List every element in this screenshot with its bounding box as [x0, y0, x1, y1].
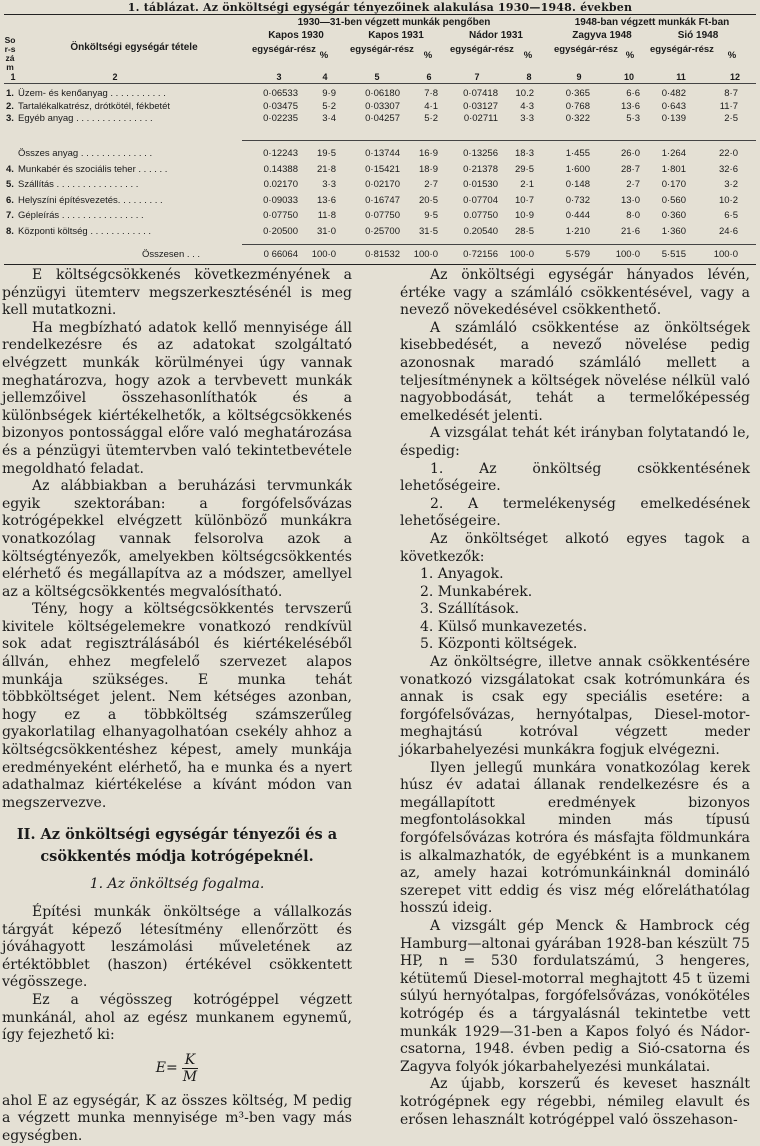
cell-value: 0·07418: [463, 88, 498, 99]
list-item: 4. Külső munkavezetés.: [420, 618, 588, 635]
paragraph: Ilyen jellegű munkára vonatkozólag kerek húsz év adatai állanak rendelkezésre és a megállapított eredmények bizonyos megfontolásokkal minden más típusú forgófelsővázas kotróra és másfajta földmunkára is alkalmazhatók, de egyébként is a munkanem az, amely hazai kotrómunkáinknál domináló szerepet vitt eddig és visz még előreláthatólag hosszú ideig.: [400, 759, 750, 917]
cost-item-list: [400, 566, 750, 654]
right-column: [400, 267, 750, 1129]
cell-value: 1·264: [661, 148, 686, 159]
pct-header: %: [727, 50, 737, 61]
row-label: Tartalékalkatrész, drótkötél, fékbetét: [18, 100, 171, 112]
part-header: egységár-rész: [650, 44, 714, 55]
cell-value: 2·1: [520, 179, 534, 190]
paragraph: Az önköltségre, illetve annak csökkentésére vonatkozó vizsgálatokat csak kotrómunkára és annak is csak egy speciális esetére: a forgófelsővázas, hernyótalpas, Diesel-motor-meghajtású kotróval végzett meder jókarbahelyezési munkákra fogjuk elvégezni.: [400, 654, 750, 759]
cell-value: 5·3: [626, 113, 640, 124]
column-number: 1: [10, 72, 16, 82]
list-paragraph: 1. Az önköltség csökkentésének lehetőségeire.: [400, 460, 750, 495]
cell-value: 0·72156: [463, 249, 498, 260]
cell-value: 0·06180: [365, 88, 400, 99]
site-header: Zagyva 1948: [572, 30, 632, 41]
column-number: 10: [623, 72, 634, 82]
cell-value: 0·02170: [365, 179, 400, 190]
pct-header: %: [423, 50, 433, 61]
cell-value: 0·02235: [263, 113, 298, 124]
item-header: Önköltségi egységár tétele: [70, 42, 198, 53]
cell-value: 0.14388: [263, 163, 298, 175]
cell-value: 0.07750: [463, 210, 498, 221]
cell-value: 13·6: [316, 194, 336, 206]
cell-value: 100·0: [413, 249, 438, 260]
cell-value: 1·210: [565, 225, 590, 237]
cell-value: 0·444: [565, 210, 590, 221]
cell-value: 10·7: [514, 194, 534, 206]
paragraph: Az önköltségi egységár hányados lévén, értéke vagy a számláló csökkentésével, vagy a nevező növekedésével csökkenthető.: [400, 267, 750, 319]
paragraph: E költségcsökkenés következményének a pénzügyi ütemterv megszerkesztésénél is meg kell mutatkozni.: [2, 267, 352, 319]
column-number: 4: [322, 72, 328, 82]
paragraph: Tény, hogy a költségcsökkentés tervszerű kivitele költségelemekre vonatkozó rendkívül sok adat regisztrálásából és kiértékeléséből állván, ehhez megfelelő szervezet alapos munkája szükséges. E munka tehát többköltséget jelent. Nem kétséges azonban, hogy ez a többköltség számszerűleg gyakorlatilag elhanyagolhatóan csekély ahhoz a költségcsökkentéshez képest, amely munkája eredményeként elérhető, ha e munka és a nyert adathalmaz kiértékelése a kívánt módon van megszervezve.: [2, 601, 352, 811]
formula-denominator: M: [182, 1069, 198, 1086]
group-header-1930: 1930—31-ben végzett munkák pengőben: [297, 17, 491, 28]
cell-value: 0·13256: [463, 148, 498, 159]
list-item: 5. Központi költségek.: [420, 636, 578, 653]
table-row: [4, 195, 756, 207]
cell-value: 0·16747: [365, 194, 400, 206]
cell-value: 1·600: [565, 163, 590, 175]
cell-value: 31·0: [316, 225, 336, 237]
cell-value: 8·7: [724, 88, 738, 99]
column-number: 12: [729, 72, 740, 82]
cell-value: 28·5: [514, 225, 534, 237]
cell-value: 0·03307: [365, 100, 400, 112]
pct-header: %: [625, 50, 635, 61]
table-row: [4, 210, 756, 222]
cell-value: 0·21378: [463, 163, 498, 175]
cell-value: 2·5: [724, 113, 738, 124]
cell-value: 31·5: [418, 225, 438, 237]
cell-value: 4·3: [520, 100, 534, 112]
part-header: egységár-rész: [350, 44, 414, 55]
cell-value: 16·9: [418, 148, 438, 159]
site-header: Sió 1948: [677, 30, 719, 41]
cell-value: 6·5: [724, 210, 738, 221]
cell-value: 0·12243: [263, 148, 298, 159]
cell-value: 100·0: [509, 249, 534, 260]
cell-value: 18·3: [514, 148, 534, 159]
row-label: Szállítás . . . . . . . . . . . . . . . .: [18, 179, 139, 190]
cell-value: 3·2: [724, 179, 738, 190]
cell-value: 10.2: [515, 88, 534, 99]
cell-value: 5·2: [424, 113, 438, 124]
column-number: 5: [374, 72, 380, 82]
sorszam-header: Sor-szám: [4, 35, 16, 72]
cell-value: 0·04257: [365, 113, 400, 124]
cell-value: 0·81532: [365, 249, 400, 260]
cell-value: 0·365: [565, 88, 590, 99]
row-number: 4.: [6, 163, 14, 175]
column-number: 7: [474, 72, 480, 82]
part-header: egységár-rész: [252, 44, 316, 55]
paragraph: Az önköltséget alkotó egyes tagok a következők:: [400, 530, 750, 565]
cell-value: 24·6: [718, 225, 738, 237]
group-header-1948: 1948-ban végzett munkák Ft-ban: [574, 17, 730, 28]
formula-numerator: K: [182, 1052, 198, 1069]
cell-value: 8·0: [626, 210, 640, 221]
cell-value: 0·13744: [365, 148, 400, 159]
cell-value: 0·25700: [365, 225, 400, 237]
cell-value: 0·560: [661, 194, 686, 206]
table-title: 1. táblázat. Az önköltségi egységár tényezőinek alakulása 1930—1948. években: [127, 1, 633, 14]
formula: [2, 1049, 352, 1089]
paragraph: Építési munkák önköltsége a vállalkozás tárgyát képező létesítmény ellenőrzött és jóváhagyott leszámolási műveletének az értéktöbblet (haszon) értékével csökkentett végösszege.: [2, 904, 352, 991]
pct-header: %: [319, 50, 329, 61]
paragraph: A vizsgált gép Menck & Hambrock cég Hamburg—altonai gyárában 1928-ban készült 75 HP, n = 530 fordulatszámú, 3 hengeres, kétütemű Diesel-motorral meghajtott 45 t üzemi súlyú hernyótalpas, forgófelsővázas, vonókötéles kotrógép és a tárgyalásnál tekintetbe vett munkák 1929—31-ben a Kapos folyó és Nádor-csatorna, 1948. évben pedig a Sió-csatorna és Zagyva folyók jókarbahelyezési munkálatai.: [400, 917, 750, 1075]
cell-value: 4·1: [424, 100, 438, 112]
cell-value: 0·03127: [463, 100, 498, 112]
cell-value: 19·5: [316, 148, 336, 159]
cell-value: 13·0: [620, 194, 640, 206]
cell-value: 3·3: [520, 113, 534, 124]
row-label: Összesen . . .: [142, 249, 201, 260]
cell-value: 1·360: [661, 225, 686, 237]
cell-value: 13·6: [620, 100, 640, 112]
row-number: 3.: [6, 113, 14, 124]
row-number: 2.: [6, 100, 14, 112]
part-header: egységár-rész: [554, 44, 618, 55]
formula-lhs: E=: [155, 1059, 178, 1076]
cell-value: 18·9: [418, 163, 438, 175]
cell-value: 6·6: [626, 88, 640, 99]
cell-value: 10·2: [718, 194, 738, 206]
row-number: 7.: [6, 210, 14, 221]
column-number: 3: [276, 72, 282, 82]
paragraph: A vizsgálat tehát két irányban folytatandó le, éspedig:: [400, 425, 750, 459]
table-row: [4, 101, 756, 113]
list-item: 2. Munkabérek.: [420, 583, 533, 600]
cell-value: 3·4: [322, 113, 336, 124]
cell-value: 0·360: [661, 210, 686, 221]
cell-value: 0.02170: [263, 179, 298, 190]
cell-value: 100·0: [615, 249, 640, 260]
cell-value: 11·8: [317, 210, 336, 221]
cell-value: 0·02711: [463, 113, 498, 124]
list-paragraph: 2. A termelékenység emelkedésének lehetőségeire.: [400, 495, 750, 530]
table-row: [4, 164, 756, 176]
cell-value: 9·5: [424, 210, 438, 221]
column-number: 9: [576, 72, 582, 82]
site-header: Kapos 1931: [368, 30, 424, 41]
row-label: Központi költség . . . . . . . . . . . .: [18, 225, 152, 237]
table-top-rule: [4, 14, 756, 15]
total-rule: [242, 244, 756, 245]
cell-value: 0·732: [565, 194, 590, 206]
cell-value: 100·0: [713, 249, 738, 260]
column-number: 11: [676, 72, 686, 82]
paragraph: Ez a végösszeg kotrógéppel végzett munkánál, ahol az egész munkanem egynemű, így fejezhető ki:: [2, 991, 352, 1044]
cell-value: 32·6: [718, 163, 738, 175]
row-label: Gépleírás . . . . . . . . . . . . . . . .: [18, 210, 144, 221]
cell-value: 0·139: [661, 113, 686, 124]
cell-value: 0·148: [565, 179, 590, 190]
cell-value: 1·801: [661, 163, 686, 175]
cell-value: 0·15421: [365, 163, 400, 175]
cell-value: 0·07704: [463, 194, 498, 206]
cell-value: 2·7: [626, 179, 640, 190]
row-number: 6.: [6, 194, 14, 206]
cell-value: 21·6: [620, 225, 640, 237]
cell-value: 0·07750: [365, 210, 400, 221]
row-label: Összes anyag . . . . . . . . . . . . . .: [18, 148, 153, 159]
paragraph: Az alábbiakban a beruházási tervmunkák egyik szektorában: a forgófelsővázas kotrógépekkel elvégzett különböző munkákra vonatkozólag vannak felsorolva azok a költségtényezők, amelyekben költségcsökkentés elérhető és megállapítva az a módszer, amellyel az a költségcsökkentés megvalósítható.: [2, 478, 352, 600]
subsection-heading: 1. Az önköltség fogalma.: [89, 876, 265, 893]
cell-value: 3·3: [322, 179, 336, 190]
section-heading: II. Az önköltségi egységár tényezői és a csökkentés módja kotrógépeknél.: [16, 826, 338, 866]
cell-value: 29·5: [514, 163, 534, 175]
cell-value: 0 66064: [263, 249, 298, 260]
cell-value: 100·0: [311, 249, 336, 260]
cell-value: 0.20540: [463, 225, 498, 237]
cell-value: 10·9: [514, 210, 534, 221]
cell-value: 0·20500: [263, 225, 298, 237]
cell-value: 0·768: [565, 100, 590, 112]
cell-value: 0·643: [661, 100, 686, 112]
cell-value: 0·322: [565, 113, 590, 124]
cell-value: 9·9: [322, 88, 336, 99]
row-label: Munkabér és szociális teher . . . . . .: [18, 163, 168, 175]
row-label: Egyéb anyag . . . . . . . . . . . . . . .: [18, 113, 153, 124]
row-number: 1.: [6, 88, 14, 99]
cell-value: 28·7: [620, 163, 640, 175]
cell-value: 0·170: [661, 179, 686, 190]
cell-value: 26·0: [620, 148, 640, 159]
table-row: [4, 179, 756, 191]
site-header: Nádor 1931: [469, 30, 523, 41]
cell-value: 0·09033: [263, 194, 298, 206]
cell-value: 5·579: [565, 249, 590, 260]
column-number: 2: [112, 72, 118, 82]
cell-value: 22·0: [718, 148, 738, 159]
cell-value: 0·482: [661, 88, 686, 99]
list-item: 1. Anyagok.: [420, 566, 504, 583]
cell-value: 7·8: [424, 88, 438, 99]
row-number: 5.: [6, 179, 14, 190]
left-column: [2, 267, 352, 1146]
total-row: [4, 249, 756, 261]
part-header: egységár-rész: [450, 44, 514, 55]
column-number: 6: [426, 72, 432, 82]
site-header: Kapos 1930: [268, 30, 324, 41]
list-item: 3. Szállítások.: [420, 601, 520, 618]
cell-value: 0·07750: [263, 210, 298, 221]
cell-value: 1·455: [565, 148, 590, 159]
paragraph: ahol E az egységár, K az összes költség, M pedig a végzett munka mennyisége m³-ben vagy más egységben.: [2, 1092, 352, 1144]
column-number: 8: [526, 72, 532, 82]
cell-value: 2·7: [424, 179, 438, 190]
table-row: [4, 88, 756, 100]
paragraph: Az újabb, korszerű és keveset használt kotrógépnek egy régebbi, némileg elavult és erősen lehasznált kotrógéppel való összehason-: [400, 1076, 750, 1128]
cell-value: 5·2: [322, 100, 336, 112]
cell-value: 0·03475: [263, 100, 298, 112]
row-label: Üzem- és kenőanyag . . . . . . . . . . .: [18, 88, 166, 99]
formula-fraction: [182, 1052, 198, 1085]
cell-value: 5·515: [661, 249, 686, 260]
cell-value: 11·7: [719, 100, 738, 112]
cell-value: 0·01530: [463, 179, 498, 190]
table-row: [4, 113, 756, 125]
cell-value: 21·8: [316, 163, 336, 175]
paragraph: A számláló csökkentése az önköltségek kisebbedését, a nevező növelése pedig azonosnak maradó számláló mellett a teljesítménynek a költségek növelése nélkül való nagyobbodását, tehát a termelőképesség emelkedését jelenti.: [400, 319, 750, 424]
paragraph: Ha megbízható adatok kellő mennyisége áll rendelkezésre és az adatokat szolgáltató elvégzett munkák körülményei úgy vannak meghatározva, hogy azok a tervbevett munkák jellemzőivel összehasonlíthatók és a különbségek kiértékelhetők, a költségcsökkenés bizonyos pontossággal előre való meghatározása és a pénzügyi ütemtervben való tekintetbevétele megoldható feladat.: [2, 319, 352, 477]
pct-header: %: [523, 50, 533, 61]
cell-value: 20·5: [418, 194, 438, 206]
header-rule: [4, 83, 756, 84]
cell-value: 0·06533: [263, 88, 298, 99]
table-row: [4, 148, 756, 160]
table-bottom-rule: [4, 264, 756, 265]
row-number: 8.: [6, 225, 14, 237]
subtotal-rule: [242, 140, 756, 141]
table-row: [4, 226, 756, 238]
row-label: Helyszíni építésvezetés. . . . . . . . .: [18, 194, 163, 206]
